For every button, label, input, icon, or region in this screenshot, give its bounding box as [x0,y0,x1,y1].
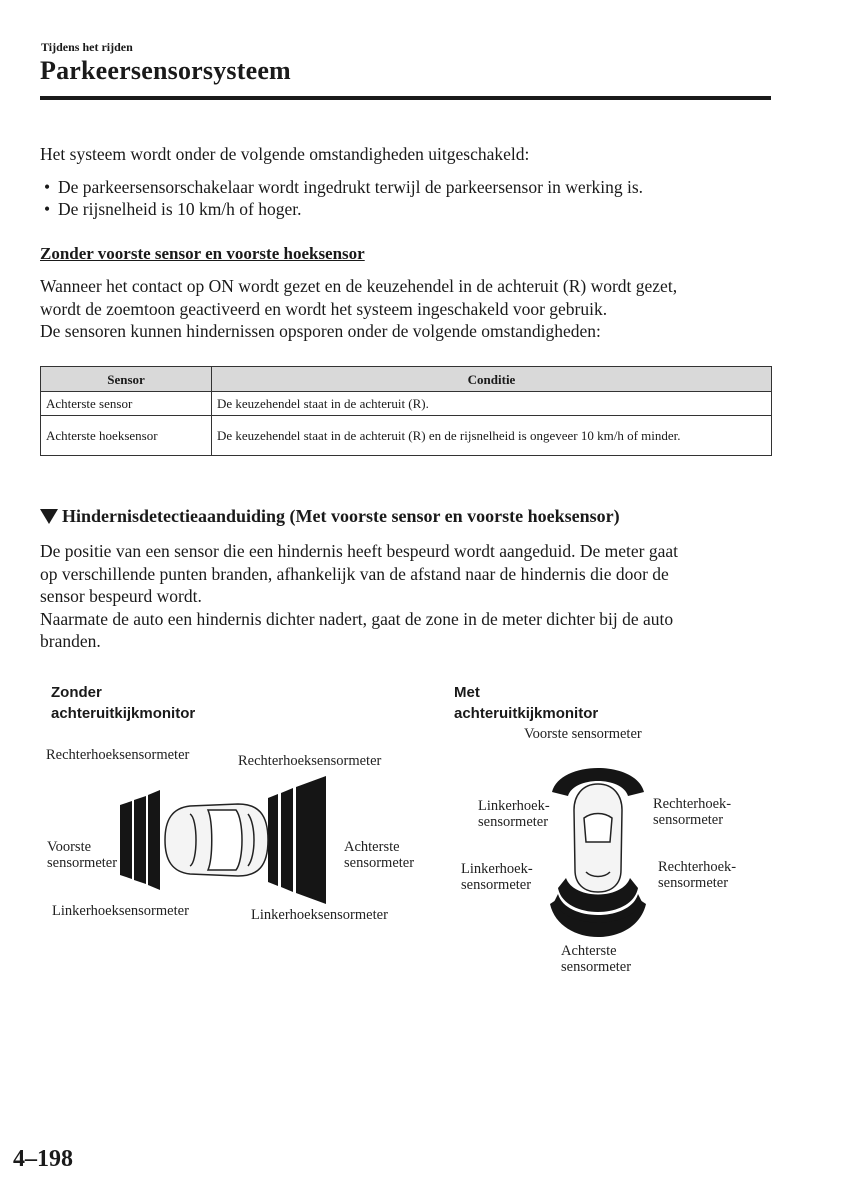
figure-left-title-line: achteruitkijkmonitor [51,705,196,722]
label-line: Achterste [561,943,617,959]
sensor-diagram-horizontal [110,770,340,910]
label-line: sensormeter [461,877,532,893]
title-rule [40,96,771,100]
bullet-item: • De rijsnelheid is 10 km/h of hoger. [40,198,643,220]
section2-paragraph [40,540,678,653]
section1-line: Wanneer het contact op ON wordt gezet en de keuzehendel in de achteruit (R) wordt gezet, [40,276,678,296]
label-right-corner-sensor [653,796,731,828]
label-right-corner-sensor: Rechterhoeksensormeter [238,753,382,769]
section1-paragraph [40,275,677,343]
section2-heading [40,506,620,527]
label-left-corner-sensor [461,861,533,893]
label-line: sensormeter [653,812,724,828]
label-line: sensormeter [561,959,632,975]
table-header-conditie: Conditie [212,367,772,392]
label-line: Rechterhoek- [658,859,737,875]
subheading-no-front-sensor: Zonder voorste sensor en voorste hoeksensor [40,244,365,263]
label-rear-sensor [344,839,414,871]
label-front-sensor: Voorste sensormeter [524,726,642,742]
label-right-corner-sensor: Rechterhoeksensormeter [46,747,190,763]
label-line: Voorste [47,839,92,855]
page-title: Parkeersensorsysteem [40,56,291,85]
figure-right-title-line: Met [454,684,480,701]
intro-text: Het systeem wordt onder de volgende omstandigheden uitgeschakeld: [40,144,530,164]
rear-sensor-bars-icon [268,776,326,904]
section-label: Tijdens het rijden [41,40,133,54]
label-rear-sensor [561,943,631,975]
label-left-corner-sensor: Linkerhoeksensormeter [251,907,388,923]
intro-bullets [40,176,643,220]
condition-table [40,366,772,456]
page-number: 4–198 [13,1146,73,1172]
label-line: Linkerhoek- [478,798,550,814]
label-line: sensormeter [658,875,729,891]
label-left-corner-sensor [478,798,550,830]
label-line: sensormeter [478,814,549,830]
label-line: Achterste [344,839,400,855]
bullet-item: • De parkeersensorschakelaar wordt ingedrukt terwijl de parkeersensor in werking is. [40,176,643,198]
car-top-view-icon [165,804,268,876]
section2-line: op verschillende punten branden, afhankelijk van de afstand naar de hindernis die door de [40,563,669,584]
section2-line: branden. [40,631,101,651]
label-line: sensormeter [344,855,415,871]
label-line: Linkerhoek- [461,861,533,877]
section1-line: wordt de zoemtoon geactiveerd en wordt het systeem ingeschakeld voor gebruik. [40,298,608,319]
section2-heading-text: Hindernisdetectieaanduiding (Met voorste sensor en voorste hoeksensor) [62,506,620,526]
table-cell: De keuzehendel staat in de achteruit (R) en de rijsnelheid is ongeveer 10 km/h of minder. [212,416,772,456]
section2-line: sensor bespeurd wordt. [40,586,202,606]
table-row [41,392,772,416]
table-cell: Achterste sensor [41,392,212,416]
label-line: Rechterhoek- [653,796,732,812]
front-sensor-bars-icon [120,790,160,890]
section1-line: De sensoren kunnen hindernissen opsporen onder de volgende omstandigheden: [40,321,601,341]
figure-left-title-line: Zonder [51,684,102,701]
table-cell: Achterste hoeksensor [41,416,212,456]
label-line: sensormeter [47,855,118,871]
label-front-sensor [47,839,117,871]
figure-right-title-line: achteruitkijkmonitor [454,705,599,722]
table-header-row [41,367,772,392]
car-top-view-icon [574,784,622,892]
figure-right-title [454,682,598,724]
sensor-diagram-vertical [548,752,648,957]
label-right-corner-sensor [658,859,736,891]
triangle-bullet-icon [40,509,58,524]
table-row [41,416,772,456]
section2-line: De positie van een sensor die een hindernis heeft bespeurd wordt aangeduid. De meter gaat [40,541,679,561]
figure-left-title [51,682,195,724]
section2-line: Naarmate de auto een hindernis dichter nadert, gaat de zone in de meter dichter bij de auto [40,608,674,629]
table-cell: De keuzehendel staat in de achteruit (R). [212,392,772,416]
table-header-sensor: Sensor [41,367,212,392]
label-left-corner-sensor: Linkerhoeksensormeter [52,903,189,919]
